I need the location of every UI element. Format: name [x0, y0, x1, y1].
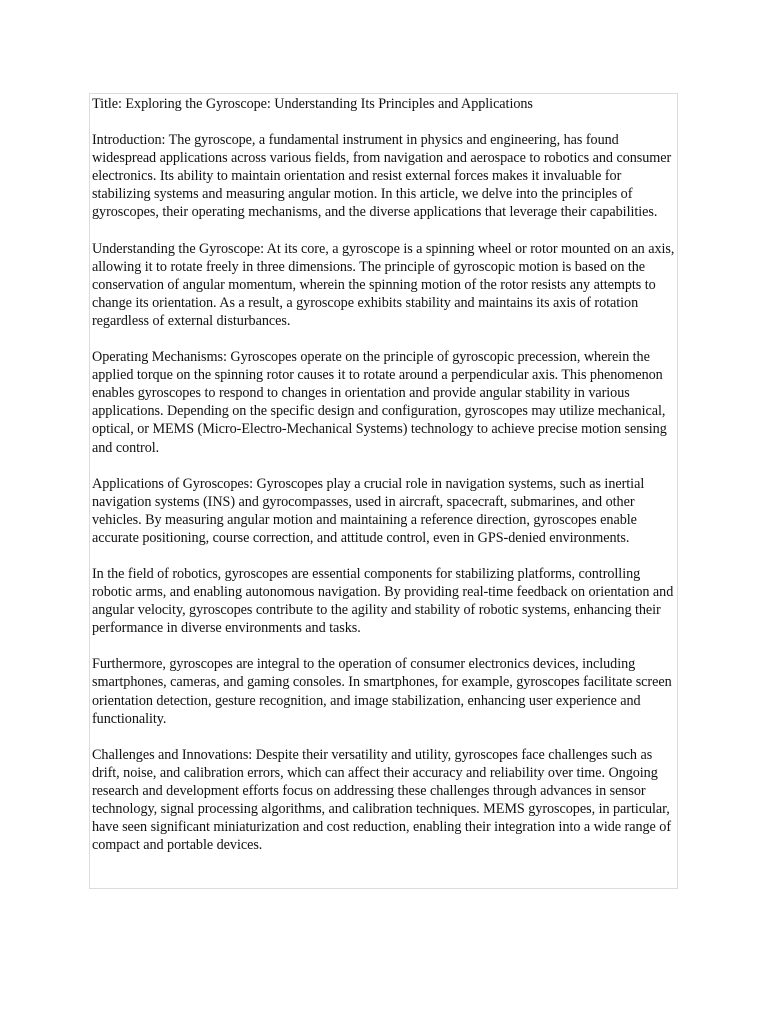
paragraph-robotics: In the field of robotics, gyroscopes are essential components for stabilizing platforms, controlling robotic arms, and enabling autonomous navigation. By providing real-time feedback on orientation and angular velocity, gyroscopes contribute to the agility and stability of robotic systems, enhancing their performance in diverse environments and tasks.	[92, 565, 674, 637]
paragraph-applications: Applications of Gyroscopes: Gyroscopes play a crucial role in navigation systems, such as inertial navigation systems (INS) and gyrocompasses, used in aircraft, spacecraft, submarines, and other vehicles. By measuring angular motion and maintaining a reference direction, gyroscopes enable accurate positioning, course correction, and attitude control, even in GPS-denied environments.	[92, 475, 645, 546]
document-title: Title: Exploring the Gyroscope: Understanding Its Principles and Applications	[92, 96, 533, 112]
paragraph-consumer-electronics: Furthermore, gyroscopes are integral to the operation of consumer electronics devices, including smartphones, cameras, and gaming consoles. In smartphones, for example, gyroscopes facilitate screen orientation detection, gesture recognition, and image stabilization, enhancing user experience and functionality.	[92, 656, 672, 727]
text-frame	[89, 93, 678, 889]
paragraph-operating-mechanisms: Operating Mechanisms: Gyroscopes operate on the principle of gyroscopic precession, wherein the applied torque on the spinning rotor causes it to rotate around a perpendicular axis. This phenomenon enables gyroscopes to respond to changes in orientation and provide angular stability in various applications. Depending on the specific design and configuration, gyroscopes may utilize mechanical, optical, or MEMS (Micro-Electro-Mechanical Systems) technology to achieve precise motion sensing and control.	[92, 349, 667, 456]
paragraph-challenges-innovations: Challenges and Innovations: Despite their versatility and utility, gyroscopes face challenges such as drift, noise, and calibration errors, which can affect their accuracy and reliability over time. Ongoing research and development efforts focus on addressing these challenges through advances in sensor technology, signal processing algorithms, and calibration techniques. MEMS gyroscopes, in particular, have seen significant miniaturization and cost reduction, enabling their integration into a wide range of compact and portable devices.	[92, 746, 672, 854]
paragraph-understanding-gyroscope: Understanding the Gyroscope: At its core, a gyroscope is a spinning wheel or rotor mounted on an axis, allowing it to rotate freely in three dimensions. The principle of gyroscopic motion is based on the conservation of angular momentum, wherein the spinning motion of the rotor resists any attempts to change its orientation. As a result, a gyroscope exhibits stability and maintains its axis of rotation regardless of external disturbances.	[92, 240, 675, 329]
paragraph-introduction: Introduction: The gyroscope, a fundamental instrument in physics and engineering, has found widespread applications across various fields, from navigation and aerospace to robotics and consumer electronics. Its ability to maintain orientation and resist external forces makes it invaluable for stabilizing systems and measuring angular motion. In this article, we delve into the principles of gyroscopes, their operating mechanisms, and the diverse applications that leverage their capabilities.	[92, 132, 672, 221]
